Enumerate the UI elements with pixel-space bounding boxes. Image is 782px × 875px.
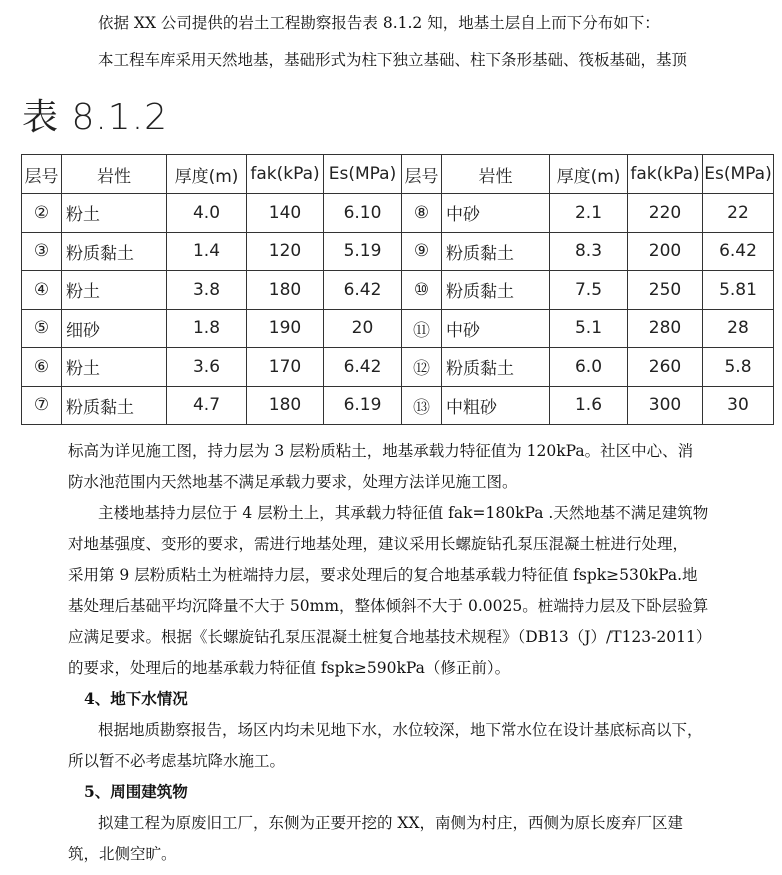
lithology-cell: 粉质黏土 [442, 232, 550, 271]
layer-no-cell: ⑫ [402, 348, 442, 387]
header-cell: 厚度(m) [550, 155, 628, 194]
thickness-cell: 4.0 [167, 194, 247, 233]
header-cell: 层号 [22, 155, 62, 194]
layer-no-cell: ⑨ [402, 232, 442, 271]
header-cell: fak(kPa) [628, 155, 703, 194]
table-header-row [22, 155, 774, 194]
thickness-cell: 2.1 [550, 194, 628, 233]
layer-no-cell: ⑪ [402, 309, 442, 348]
body-text-line: 筑，北侧空旷。 [68, 845, 177, 863]
body-text-line: 所以暂不必考虑基坑降水施工。 [68, 752, 286, 770]
lithology-cell: 粉土 [62, 271, 167, 310]
es-cell: 5.19 [324, 232, 402, 271]
soil-layer-table [21, 154, 774, 425]
es-cell: 6.42 [703, 232, 774, 271]
intro-line-1: 依据 XX 公司提供的岩土工程勘察报告表 8.1.2 知，地基土层自上而下分布如下： [98, 14, 660, 32]
es-cell: 6.42 [324, 348, 402, 387]
lithology-cell: 中砂 [442, 309, 550, 348]
layer-no-cell: ⑩ [402, 271, 442, 310]
fak-cell: 170 [247, 348, 324, 387]
layer-no-cell: ⑬ [402, 386, 442, 425]
fak-cell: 280 [628, 309, 703, 348]
lithology-cell: 粉土 [62, 194, 167, 233]
lithology-cell: 粉质黏土 [442, 271, 550, 310]
fak-cell: 180 [247, 271, 324, 310]
lithology-cell: 粉土 [62, 348, 167, 387]
intro-line-2: 本工程车库采用天然地基，基础形式为柱下独立基础、柱下条形基础、筏板基础，基顶 [98, 51, 688, 69]
layer-no-cell: ⑥ [22, 348, 62, 387]
layer-no-cell: ③ [22, 232, 62, 271]
thickness-cell: 6.0 [550, 348, 628, 387]
header-cell: 岩性 [62, 155, 167, 194]
table-row [22, 232, 774, 271]
es-cell: 6.19 [324, 386, 402, 425]
header-cell: 岩性 [442, 155, 550, 194]
layer-no-cell: ④ [22, 271, 62, 310]
es-cell: 28 [703, 309, 774, 348]
fak-cell: 220 [628, 194, 703, 233]
thickness-cell: 8.3 [550, 232, 628, 271]
thickness-cell: 1.8 [167, 309, 247, 348]
thickness-cell: 3.8 [167, 271, 247, 310]
fak-cell: 190 [247, 309, 324, 348]
thickness-cell: 5.1 [550, 309, 628, 348]
body-text-line: 采用第 9 层粉质粘土为桩端持力层，要求处理后的复合地基承载力特征值 fspk≥530kPa.地 [68, 566, 698, 584]
body-text-line: 基处理后基础平均沉降量不大于 50mm，整体倾斜不大于 0.0025。桩端持力层及下卧层验算 [68, 597, 709, 615]
body-text-line: 标高为详见施工图，持力层为 3 层粉质粘土，地基承载力特征值为 120kPa。社区中心、消 [68, 442, 694, 460]
table-row [22, 348, 774, 387]
thickness-cell: 7.5 [550, 271, 628, 310]
lithology-cell: 中粗砂 [442, 386, 550, 425]
body-text-line: 防水池范围内天然地基不满足承载力要求，处理方法详见施工图。 [68, 473, 518, 491]
lithology-cell: 粉质黏土 [62, 232, 167, 271]
thickness-cell: 3.6 [167, 348, 247, 387]
section-heading-surrounding-buildings: 5、周围建筑物 [84, 782, 188, 801]
header-cell: Es(MPa) [703, 155, 774, 194]
table-row [22, 194, 774, 233]
body-text-line: 主楼地基持力层位于 4 层粉土上，其承载力特征值 fak=180kPa .天然地基不满足建筑物 [98, 504, 709, 522]
body-text-line: 的要求，处理后的地基承载力特征值 fspk≥590kPa（修正前）。 [68, 659, 511, 677]
body-text-line: 根据地质勘察报告，场区内均未见地下水，水位较深，地下常水位在设计基底标高以下， [98, 721, 703, 739]
lithology-cell: 中砂 [442, 194, 550, 233]
fak-cell: 260 [628, 348, 703, 387]
thickness-cell: 4.7 [167, 386, 247, 425]
es-cell: 22 [703, 194, 774, 233]
es-cell: 20 [324, 309, 402, 348]
header-cell: fak(kPa) [247, 155, 324, 194]
lithology-cell: 粉质黏土 [442, 348, 550, 387]
fak-cell: 180 [247, 386, 324, 425]
layer-no-cell: ⑤ [22, 309, 62, 348]
es-cell: 6.10 [324, 194, 402, 233]
body-text-line: 拟建工程为原废旧工厂，东侧为正要开挖的 XX，南侧为村庄，西侧为原长废弃厂区建 [98, 814, 683, 832]
header-cell: 厚度(m) [167, 155, 247, 194]
fak-cell: 300 [628, 386, 703, 425]
table-row [22, 271, 774, 310]
fak-cell: 250 [628, 271, 703, 310]
lithology-cell: 细砂 [62, 309, 167, 348]
header-cell: 层号 [402, 155, 442, 194]
header-cell: Es(MPa) [324, 155, 402, 194]
section-heading-groundwater: 4、地下水情况 [84, 689, 188, 708]
es-cell: 30 [703, 386, 774, 425]
table-row [22, 309, 774, 348]
fak-cell: 140 [247, 194, 324, 233]
layer-no-cell: ② [22, 194, 62, 233]
lithology-cell: 粉质黏土 [62, 386, 167, 425]
table-row [22, 386, 774, 425]
body-text-line: 对地基强度、变形的要求，需进行地基处理，建议采用长螺旋钻孔泵压混凝土桩进行处理， [68, 535, 689, 553]
layer-no-cell: ⑧ [402, 194, 442, 233]
thickness-cell: 1.4 [167, 232, 247, 271]
es-cell: 5.8 [703, 348, 774, 387]
body-text-line: 应满足要求。根据《长螺旋钻孔泵压混凝土桩复合地基技术规程》（DB13（J）/T123-2011） [68, 628, 712, 646]
thickness-cell: 1.6 [550, 386, 628, 425]
fak-cell: 120 [247, 232, 324, 271]
es-cell: 6.42 [324, 271, 402, 310]
table-title: 表 8.1.2 [22, 97, 169, 138]
es-cell: 5.81 [703, 271, 774, 310]
fak-cell: 200 [628, 232, 703, 271]
layer-no-cell: ⑦ [22, 386, 62, 425]
